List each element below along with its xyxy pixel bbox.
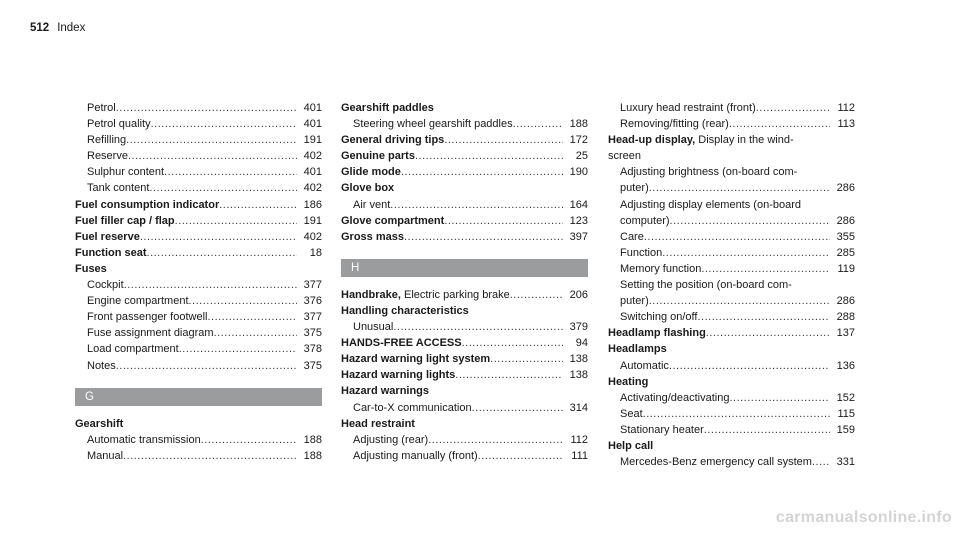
page-ref[interactable]: 288 [836, 311, 855, 324]
entry-label: Help call [608, 439, 654, 452]
index-entry[interactable] [608, 116, 855, 132]
entry-label: Petrol [87, 102, 116, 114]
page-ref[interactable]: 25 [575, 150, 588, 163]
entry-label: Manual [87, 449, 124, 462]
entry-label: Air vent [353, 198, 391, 211]
entry-label: Function [620, 246, 663, 259]
index-entry[interactable] [341, 132, 588, 148]
leader-dots [214, 325, 297, 341]
index-entry [75, 416, 322, 432]
entry-label: Reserve [87, 150, 128, 163]
entry-label: HANDS-FREE ACCESS [341, 337, 462, 350]
leader-dots [201, 432, 297, 448]
index-entry [341, 180, 588, 196]
index-entry[interactable] [75, 309, 322, 325]
index-entry[interactable] [341, 432, 588, 448]
index-entry[interactable] [341, 116, 588, 132]
entry-label: Adjusting (rear) [353, 433, 429, 446]
index-entry [341, 303, 588, 319]
page-ref[interactable]: 172 [569, 134, 588, 147]
index-entry[interactable] [608, 309, 855, 325]
entry-label: Handbrake, [341, 288, 401, 301]
leader-dots [478, 448, 563, 464]
leader-dots [126, 132, 297, 148]
page-ref[interactable]: 190 [569, 166, 588, 179]
leader-dots [472, 400, 563, 416]
index-entry[interactable] [341, 448, 588, 464]
index-entry[interactable] [75, 325, 322, 341]
entry-label: Fuses [75, 262, 107, 275]
leader-dots [116, 100, 297, 116]
entry-label: computer) [620, 214, 670, 227]
entry-label: Activating/deactivating [620, 391, 730, 404]
index-entry [341, 100, 588, 116]
index-entry[interactable] [341, 148, 588, 164]
leader-dots [462, 335, 563, 351]
page-ref[interactable]: 138 [569, 369, 588, 382]
leader-dots [513, 116, 563, 132]
entry-label: Front passenger footwell [87, 311, 208, 324]
index-entry[interactable] [341, 287, 588, 303]
leader-dots [669, 358, 830, 374]
col2-list-b [341, 287, 588, 464]
index-entry[interactable] [608, 229, 855, 245]
page-ref[interactable]: 111 [571, 449, 588, 462]
leader-dots [151, 116, 297, 132]
entry-label: Genuine parts [341, 150, 415, 163]
index-entry[interactable] [75, 116, 322, 132]
entry-label: Sulphur content [87, 166, 165, 179]
page-ref[interactable]: 112 [837, 102, 855, 114]
page-number: 512 [30, 22, 50, 34]
page-ref[interactable]: 286 [836, 182, 855, 195]
entry-label: Glove box [341, 182, 395, 195]
page-ref[interactable]: 186 [303, 198, 322, 211]
entry-label: Fuel consumption indicator [75, 198, 220, 211]
page-ref[interactable]: 331 [836, 456, 855, 469]
entry-label: Fuel reserve [75, 230, 140, 243]
page-ref[interactable]: 188 [569, 118, 588, 131]
leader-dots [147, 245, 297, 261]
index-entry[interactable] [75, 358, 322, 374]
entry-label: Adjusting display elements (on-board [620, 198, 801, 211]
leader-dots [756, 100, 830, 116]
page-ref[interactable]: 377 [303, 311, 322, 324]
entry-label: Petrol quality [87, 118, 151, 131]
leader-dots [415, 148, 563, 164]
entry-label: Function seat [75, 246, 147, 259]
leader-dots [164, 164, 297, 180]
index-entry[interactable] [341, 335, 588, 351]
entry-label: Fuse assignment diagram [87, 327, 214, 340]
index-entry[interactable] [608, 100, 855, 116]
col3-list-a [608, 100, 855, 132]
entry-label: Hazard warning lights [341, 369, 456, 382]
page-ref[interactable]: 136 [836, 359, 855, 372]
leader-dots [706, 325, 830, 341]
entry-label: Setting the position (on-board com- [620, 279, 792, 292]
page-ref[interactable]: 285 [836, 246, 855, 259]
index-entry [608, 341, 855, 357]
entry-label: Gross mass [341, 230, 404, 243]
leader-dots [393, 319, 563, 335]
page-ref[interactable]: 191 [303, 134, 322, 147]
page-ref[interactable]: 286 [836, 214, 855, 227]
leader-dots [704, 422, 830, 438]
index-column-1 [75, 100, 322, 464]
leader-dots [140, 229, 297, 245]
index-entry[interactable] [608, 180, 855, 196]
entry-suffix: Electric parking brake [400, 288, 510, 301]
index-entry[interactable] [341, 367, 588, 383]
index-entry [608, 164, 855, 180]
leader-dots [175, 213, 297, 229]
page-ref[interactable]: 397 [569, 230, 588, 243]
index-entry[interactable] [75, 448, 322, 464]
page-ref[interactable]: 375 [303, 327, 322, 340]
index-entry[interactable] [608, 454, 855, 470]
leader-dots [123, 448, 297, 464]
section-header-h: H [341, 259, 588, 277]
entry-label: Hazard warning light system [341, 353, 491, 366]
leader-dots [189, 293, 298, 309]
entry-label: Glove compartment [341, 214, 445, 227]
leader-dots [490, 351, 563, 367]
page-ref[interactable]: 123 [569, 214, 588, 227]
leader-dots [701, 261, 830, 277]
entry-label: Removing/fitting (rear) [620, 118, 729, 131]
leader-dots [697, 309, 830, 325]
entry-label: Switching on/off [620, 311, 698, 324]
leader-dots [649, 180, 830, 196]
entry-label: Unusual [353, 321, 394, 334]
section-name: Index [57, 22, 86, 34]
entry-label: Hazard warnings [341, 385, 430, 398]
entry-label: Fuel filler cap / flap [75, 214, 175, 227]
index-column-3 [608, 100, 855, 470]
page-header [30, 22, 85, 34]
entry-label: Mercedes-Benz emergency call system [620, 456, 812, 469]
leader-dots [179, 341, 297, 357]
index-entry[interactable] [75, 432, 322, 448]
col1-list-a [75, 100, 322, 374]
entry-label: Heating [608, 375, 649, 388]
leader-dots [649, 293, 830, 309]
entry-label: Adjusting brightness (on-board com- [620, 166, 798, 179]
page-ref[interactable]: 375 [303, 359, 322, 372]
index-entry[interactable] [75, 100, 322, 116]
leader-dots [455, 367, 563, 383]
col2-list-a [341, 100, 588, 245]
entry-label: Car-to-X communication [353, 401, 472, 414]
entry-label: Handling characteristics [341, 304, 469, 317]
leader-dots [428, 432, 563, 448]
entry-label: puter) [620, 295, 649, 308]
page-ref[interactable]: 401 [303, 118, 322, 131]
leader-dots [149, 180, 297, 196]
leader-dots [116, 358, 297, 374]
leader-dots [670, 213, 830, 229]
index-entry[interactable] [75, 341, 322, 357]
page-ref[interactable]: 159 [836, 423, 855, 436]
col1-list-b [75, 416, 322, 464]
entry-label: Tank content [87, 182, 150, 195]
index-entry[interactable] [608, 293, 855, 309]
entry-label: Gearshift paddles [341, 102, 434, 114]
index-entry[interactable] [75, 197, 322, 213]
entry-label: Memory function [620, 262, 702, 275]
page-ref[interactable]: 378 [303, 343, 322, 356]
page-ref[interactable]: 191 [303, 214, 322, 227]
index-entry[interactable] [341, 229, 588, 245]
entry-label: Engine compartment [87, 295, 189, 308]
index-entry[interactable] [608, 261, 855, 277]
leader-dots [644, 229, 830, 245]
leader-dots [207, 309, 297, 325]
index-entry[interactable] [341, 400, 588, 416]
leader-dots [510, 287, 563, 303]
index-entry [341, 416, 588, 432]
index-entry[interactable] [341, 319, 588, 335]
index-entry[interactable] [341, 213, 588, 229]
col3-list-b [608, 164, 855, 470]
entry-label: Stationary heater [620, 423, 704, 436]
leader-dots [401, 164, 563, 180]
index-entry[interactable] [341, 197, 588, 213]
entry-label: Automatic transmission [87, 433, 201, 446]
entry-label: Steering wheel gearshift paddles [353, 118, 513, 131]
index-entry[interactable] [75, 293, 322, 309]
page-ref[interactable]: 152 [836, 391, 855, 404]
page-ref[interactable]: 112 [570, 433, 588, 446]
page-ref[interactable]: 119 [837, 262, 855, 275]
page-ref[interactable]: 376 [303, 295, 322, 308]
page-ref[interactable]: 402 [303, 182, 322, 195]
index-entry[interactable] [608, 325, 855, 341]
index-entry[interactable] [608, 358, 855, 374]
entry-label: Load compartment [87, 343, 179, 356]
page-ref[interactable]: 188 [303, 449, 322, 462]
leader-dots [643, 406, 830, 422]
index-entry[interactable] [608, 390, 855, 406]
index-entry [608, 374, 855, 390]
index-entry[interactable] [75, 164, 322, 180]
leader-dots [404, 229, 563, 245]
leader-dots [128, 148, 297, 164]
page-ref[interactable]: 286 [836, 295, 855, 308]
page-ref[interactable]: 138 [569, 353, 588, 366]
leader-dots [729, 390, 830, 406]
entry-title: Head-up display, [608, 134, 696, 147]
watermark: carmanualsonline.info [775, 509, 952, 526]
page-ref[interactable]: 113 [837, 118, 855, 131]
index-entry [341, 383, 588, 399]
page-ref[interactable]: 18 [309, 246, 322, 259]
page-ref[interactable]: 137 [836, 327, 855, 340]
page-ref[interactable]: 401 [303, 102, 322, 114]
index-entry[interactable] [75, 180, 322, 196]
page-ref[interactable]: 377 [303, 279, 322, 292]
index-entry[interactable] [75, 245, 322, 261]
page-ref[interactable]: 206 [569, 288, 588, 301]
index-entry[interactable] [75, 229, 322, 245]
index-entry[interactable] [341, 164, 588, 180]
page-ref[interactable]: 355 [836, 230, 855, 243]
entry-label: Glide mode [341, 166, 401, 179]
index-entry[interactable] [608, 245, 855, 261]
index-entry[interactable] [75, 148, 322, 164]
page-ref[interactable]: 164 [569, 198, 588, 211]
index-entry[interactable] [341, 351, 588, 367]
entry-rest: Display in the wind- [695, 134, 794, 147]
index-entry[interactable] [608, 422, 855, 438]
entry-label: Seat [620, 407, 643, 420]
entry-label: Head restraint [341, 417, 415, 430]
index-entry[interactable] [608, 406, 855, 422]
index-entry[interactable] [75, 132, 322, 148]
index-entry[interactable] [75, 213, 322, 229]
page-ref[interactable]: 402 [303, 230, 322, 243]
page-ref[interactable]: 314 [569, 401, 588, 414]
entry-label: General driving tips [341, 134, 445, 147]
entry-label: Gearshift [75, 417, 124, 430]
entry-label: Adjusting manually (front) [353, 449, 478, 462]
page-ref[interactable]: 402 [303, 150, 322, 163]
entry-label: Headlamps [608, 343, 667, 356]
entry-label: Headlamp flashing [608, 327, 706, 340]
leader-dots [729, 116, 830, 132]
page-ref[interactable]: 188 [303, 433, 322, 446]
leader-dots [219, 197, 297, 213]
index-entry [75, 261, 322, 277]
page-ref[interactable]: 401 [303, 166, 322, 179]
leader-dots [662, 245, 830, 261]
index-column-2 [341, 100, 588, 464]
page-ref[interactable]: 379 [569, 321, 588, 334]
leader-dots [390, 197, 563, 213]
entry-continuation: screen [608, 150, 642, 163]
entry-label: puter) [620, 182, 649, 195]
index-entry[interactable] [608, 213, 855, 229]
leader-dots [124, 277, 297, 293]
entry-label: Cockpit [87, 279, 124, 292]
leader-dots [812, 454, 830, 470]
leader-dots [444, 132, 563, 148]
leader-dots [444, 213, 563, 229]
index-entry [608, 277, 855, 293]
index-entry [608, 438, 855, 454]
page-ref[interactable]: 115 [837, 407, 855, 420]
entry-label: Luxury head restraint (front) [620, 102, 756, 114]
entry-label: Automatic [620, 359, 669, 372]
index-entry-head-up-display[interactable] [608, 132, 855, 148]
entry-label: Care [620, 230, 644, 243]
page-ref[interactable]: 94 [575, 337, 588, 350]
section-header-g: G [75, 388, 322, 406]
entry-label: Refilling [87, 134, 127, 147]
index-entry [608, 197, 855, 213]
entry-label: Notes [87, 359, 116, 372]
index-entry[interactable] [75, 277, 322, 293]
